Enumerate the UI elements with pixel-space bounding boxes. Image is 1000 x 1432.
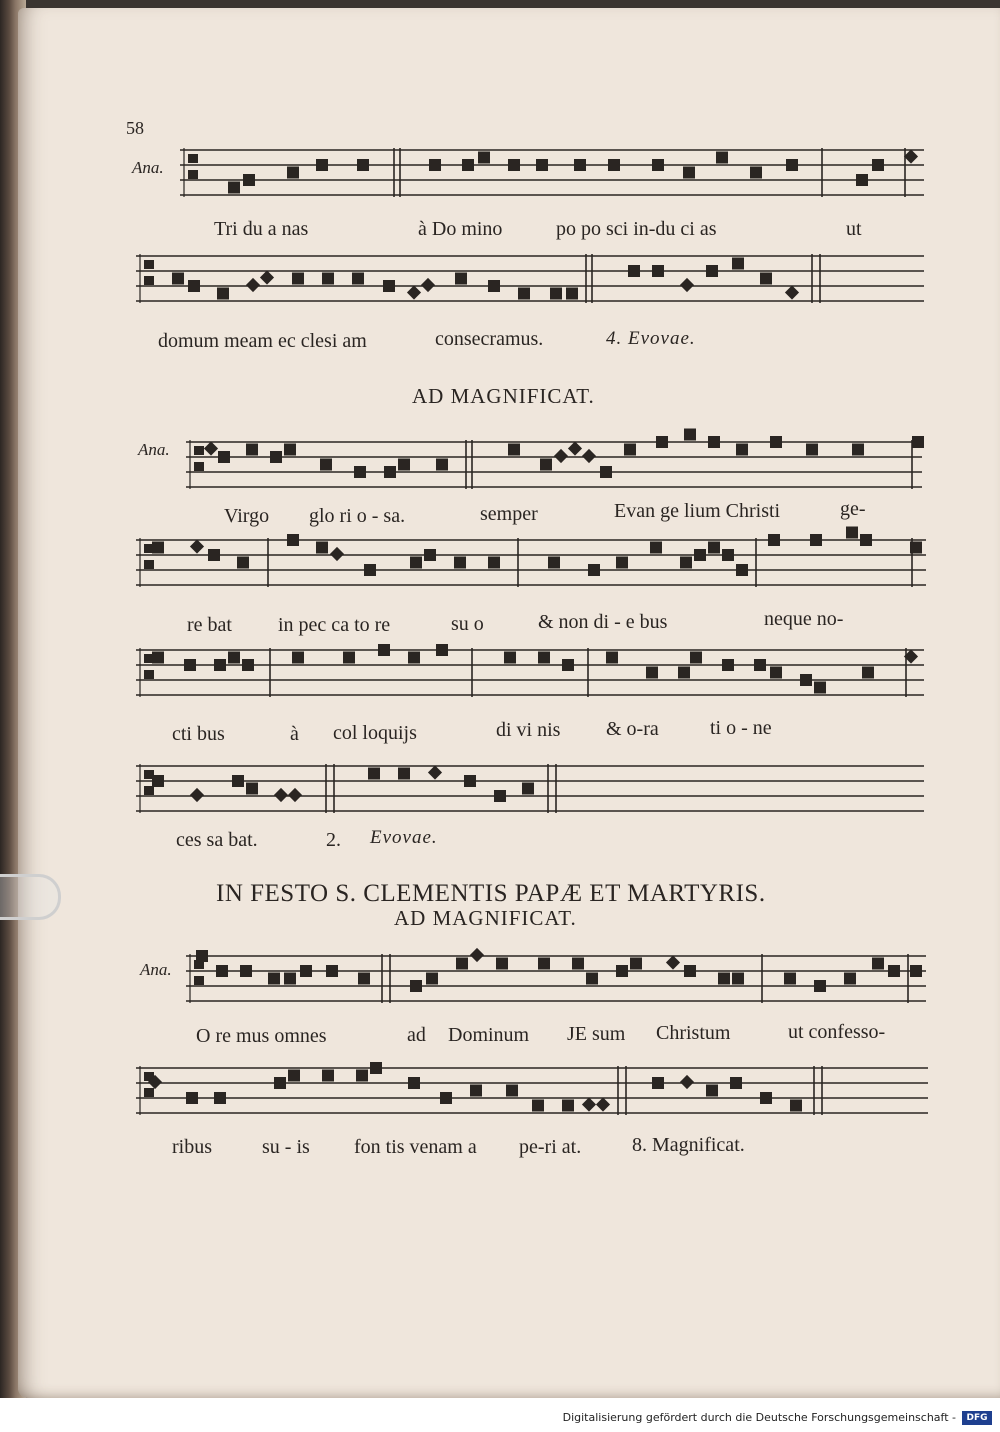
square-note	[216, 965, 228, 977]
square-note	[152, 775, 164, 787]
square-note	[214, 659, 226, 671]
square-note	[732, 258, 744, 270]
square-note	[684, 965, 696, 977]
square-note	[722, 659, 734, 671]
square-note	[274, 1077, 286, 1089]
square-note	[184, 659, 196, 671]
square-note	[630, 958, 642, 970]
clef-mark	[144, 276, 154, 285]
square-note	[320, 459, 332, 471]
square-note	[650, 542, 662, 554]
square-note	[268, 973, 280, 985]
square-note	[383, 280, 395, 292]
lyric-text: fon tis venam a	[354, 1136, 477, 1158]
square-note	[436, 459, 448, 471]
square-note	[566, 288, 578, 300]
clef-mark	[144, 260, 154, 269]
square-note	[494, 790, 506, 802]
rhombus-note	[190, 788, 204, 802]
square-note	[186, 1092, 198, 1104]
square-note	[240, 965, 252, 977]
antiphon-marker: Ana.	[132, 158, 164, 177]
square-note	[454, 557, 466, 569]
lyric-text: su o	[451, 613, 484, 635]
square-note	[910, 965, 922, 977]
square-note	[322, 273, 334, 285]
rhombus-note	[288, 788, 302, 802]
lyric-text: ut	[846, 218, 862, 240]
square-note	[316, 542, 328, 554]
lyric-text: po po sci in-du ci as	[556, 218, 717, 240]
clef-mark	[144, 786, 154, 795]
square-note	[736, 564, 748, 576]
square-note	[284, 973, 296, 985]
square-note	[846, 527, 858, 539]
square-note	[730, 1077, 742, 1089]
square-note	[496, 958, 508, 970]
mode-indication: Evovae.	[370, 827, 438, 848]
square-note	[800, 674, 812, 686]
square-note	[760, 273, 772, 285]
lyric-text: di vi nis	[496, 719, 561, 741]
lyric-text: pe-ri at.	[519, 1136, 582, 1158]
square-note	[684, 429, 696, 441]
square-note	[246, 444, 258, 456]
rhombus-note	[407, 285, 421, 299]
page-number: 58	[126, 118, 144, 138]
lyric-text: à Do mino	[418, 218, 503, 240]
square-note	[152, 652, 164, 664]
square-note	[358, 973, 370, 985]
clef-mark	[144, 1088, 154, 1097]
square-note	[478, 152, 490, 164]
lyric-text: re bat	[187, 614, 232, 636]
square-note	[364, 564, 376, 576]
rhombus-note	[785, 285, 799, 299]
square-note	[706, 265, 718, 277]
lyric-text: & non di - e bus	[538, 611, 668, 633]
square-note	[408, 1077, 420, 1089]
lyric-text: ces sa bat.	[176, 829, 258, 851]
rhombus-note	[568, 441, 582, 455]
square-note	[760, 1092, 772, 1104]
square-note	[343, 652, 355, 664]
square-note	[628, 265, 640, 277]
square-note	[538, 652, 550, 664]
clef-mark	[194, 446, 204, 455]
square-note	[384, 466, 396, 478]
mode-indication: 4. Evovae.	[606, 328, 696, 349]
lyric-text: domum meam ec clesi am	[158, 330, 367, 352]
square-note	[572, 958, 584, 970]
lyric-text: semper	[480, 503, 538, 525]
rhombus-note	[904, 149, 918, 163]
square-note	[616, 557, 628, 569]
rhombus-note	[428, 765, 442, 779]
square-note	[357, 159, 369, 171]
rhombus-note	[274, 788, 288, 802]
square-note	[722, 549, 734, 561]
square-note	[398, 768, 410, 780]
square-note	[217, 288, 229, 300]
square-note	[410, 557, 422, 569]
lyric-text: neque no-	[764, 608, 844, 630]
clef-mark	[144, 560, 154, 569]
square-note	[424, 549, 436, 561]
lyric-text: Dominum	[448, 1024, 530, 1046]
square-note	[862, 667, 874, 679]
square-note	[856, 174, 868, 186]
square-note	[464, 775, 476, 787]
square-note	[708, 436, 720, 448]
square-note	[562, 659, 574, 671]
rhombus-note	[421, 278, 435, 292]
rhombus-note	[554, 449, 568, 463]
square-note	[429, 159, 441, 171]
square-note	[574, 159, 586, 171]
square-note	[456, 958, 468, 970]
square-note	[652, 1077, 664, 1089]
square-note	[322, 1070, 334, 1082]
lyric-text: ti o - ne	[710, 717, 772, 739]
square-note	[152, 542, 164, 554]
square-note	[243, 174, 255, 186]
rhombus-note	[680, 278, 694, 292]
square-note	[356, 1070, 368, 1082]
lyric-text: O re mus omnes	[196, 1025, 327, 1047]
lyric-text: à	[290, 723, 299, 745]
square-note	[488, 280, 500, 292]
lyric-text: Evan ge lium Christi	[614, 500, 781, 522]
square-note	[410, 980, 422, 992]
square-note	[606, 652, 618, 664]
square-note	[270, 451, 282, 463]
square-note	[326, 965, 338, 977]
square-note	[754, 659, 766, 671]
square-note	[736, 444, 748, 456]
square-note	[540, 459, 552, 471]
square-note	[860, 534, 872, 546]
rhombus-note	[246, 278, 260, 292]
square-note	[368, 768, 380, 780]
square-note	[912, 436, 924, 448]
square-note	[716, 152, 728, 164]
square-note	[287, 167, 299, 179]
square-note	[652, 265, 664, 277]
square-note	[288, 1070, 300, 1082]
square-note	[770, 667, 782, 679]
square-note	[888, 965, 900, 977]
square-note	[172, 273, 184, 285]
square-note	[656, 436, 668, 448]
rhombus-note	[666, 955, 680, 969]
rhombus-note	[680, 1075, 694, 1089]
square-note	[196, 950, 208, 962]
square-note	[436, 644, 448, 656]
square-note	[208, 549, 220, 561]
square-note	[214, 1092, 226, 1104]
clef-mark	[188, 170, 198, 179]
square-note	[806, 444, 818, 456]
square-note	[852, 444, 864, 456]
rhombus-note	[582, 449, 596, 463]
square-note	[910, 542, 922, 554]
lyric-text: in pec ca to re	[278, 614, 391, 636]
square-note	[814, 682, 826, 694]
square-note	[538, 958, 550, 970]
clef-mark	[144, 670, 154, 679]
square-note	[426, 973, 438, 985]
square-note	[292, 652, 304, 664]
square-note	[690, 652, 702, 664]
square-note	[370, 1062, 382, 1074]
square-note	[228, 182, 240, 194]
square-note	[550, 288, 562, 300]
square-note	[508, 159, 520, 171]
square-note	[232, 775, 244, 787]
lyric-text: Tri du a nas	[214, 218, 309, 240]
square-note	[246, 783, 258, 795]
square-note	[652, 159, 664, 171]
square-note	[768, 534, 780, 546]
square-note	[844, 973, 856, 985]
square-note	[678, 667, 690, 679]
square-note	[586, 973, 598, 985]
square-note	[588, 564, 600, 576]
funding-credit: Digitalisierung gefördert durch die Deutsche Forschungsgemeinschaft -	[562, 1411, 956, 1424]
lyric-text: 8. Magnificat.	[632, 1134, 745, 1156]
square-note	[522, 783, 534, 795]
square-note	[562, 1100, 574, 1112]
square-note	[287, 534, 299, 546]
lyric-text: Christum	[656, 1022, 731, 1044]
square-note	[770, 436, 782, 448]
square-note	[732, 973, 744, 985]
square-note	[872, 958, 884, 970]
square-note	[646, 667, 658, 679]
square-note	[292, 273, 304, 285]
lyric-text: ad	[407, 1024, 426, 1046]
square-note	[300, 965, 312, 977]
clef-mark	[194, 976, 204, 985]
footer-bar	[0, 1398, 1000, 1432]
square-note	[408, 652, 420, 664]
rhombus-note	[596, 1097, 610, 1111]
square-note	[398, 459, 410, 471]
square-note	[470, 1085, 482, 1097]
square-note	[218, 451, 230, 463]
square-note	[504, 652, 516, 664]
square-note	[750, 167, 762, 179]
clef-mark	[194, 462, 204, 471]
square-note	[608, 159, 620, 171]
square-note	[548, 557, 560, 569]
lyric-text: consecramus.	[435, 328, 544, 350]
rhombus-note	[582, 1097, 596, 1111]
square-note	[455, 273, 467, 285]
lyric-text: glo ri o - sa.	[309, 505, 406, 527]
rhombus-note	[470, 948, 484, 962]
lyric-text: cti bus	[172, 723, 225, 745]
square-note	[708, 542, 720, 554]
square-note	[706, 1085, 718, 1097]
square-note	[786, 159, 798, 171]
square-note	[694, 549, 706, 561]
lyric-text: col loquijs	[333, 722, 417, 744]
lyric-text: JE sum	[567, 1023, 626, 1045]
square-note	[600, 466, 612, 478]
square-note	[228, 652, 240, 664]
square-note	[680, 557, 692, 569]
square-note	[532, 1100, 544, 1112]
square-note	[718, 973, 730, 985]
section-title: AD MAGNIFICAT.	[394, 906, 577, 930]
square-note	[683, 167, 695, 179]
rhombus-note	[330, 547, 344, 561]
lyric-text: & o-ra	[606, 718, 659, 740]
square-note	[536, 159, 548, 171]
square-note	[790, 1100, 802, 1112]
square-note	[354, 466, 366, 478]
square-note	[237, 557, 249, 569]
square-note	[188, 280, 200, 292]
square-note	[440, 1092, 452, 1104]
section-title: AD MAGNIFICAT.	[412, 384, 595, 408]
square-note	[814, 980, 826, 992]
lyric-text: 2.	[326, 829, 341, 851]
antiphon-marker: Ana.	[138, 440, 170, 459]
square-note	[518, 288, 530, 300]
rhombus-note	[190, 539, 204, 553]
lyric-text: ge-	[840, 498, 866, 520]
lyric-text: ut confesso-	[788, 1021, 886, 1043]
square-note	[242, 659, 254, 671]
rhombus-note	[204, 441, 218, 455]
square-note	[316, 159, 328, 171]
square-note	[488, 557, 500, 569]
square-note	[616, 965, 628, 977]
lyric-text: su - is	[262, 1136, 310, 1158]
square-note	[872, 159, 884, 171]
dfg-logo: DFG	[962, 1411, 992, 1425]
square-note	[810, 534, 822, 546]
lyric-text: Virgo	[224, 505, 270, 527]
square-note	[378, 644, 390, 656]
square-note	[624, 444, 636, 456]
square-note	[284, 444, 296, 456]
rhombus-note	[260, 270, 274, 284]
square-note	[508, 444, 520, 456]
antiphon-marker: Ana.	[140, 960, 172, 979]
square-note	[784, 973, 796, 985]
square-note	[506, 1085, 518, 1097]
clef-mark	[188, 154, 198, 163]
square-note	[352, 273, 364, 285]
feast-title: IN FESTO S. CLEMENTIS PAPÆ ET MARTYRIS.	[216, 880, 766, 907]
square-note	[462, 159, 474, 171]
lyric-text: ribus	[172, 1136, 212, 1158]
